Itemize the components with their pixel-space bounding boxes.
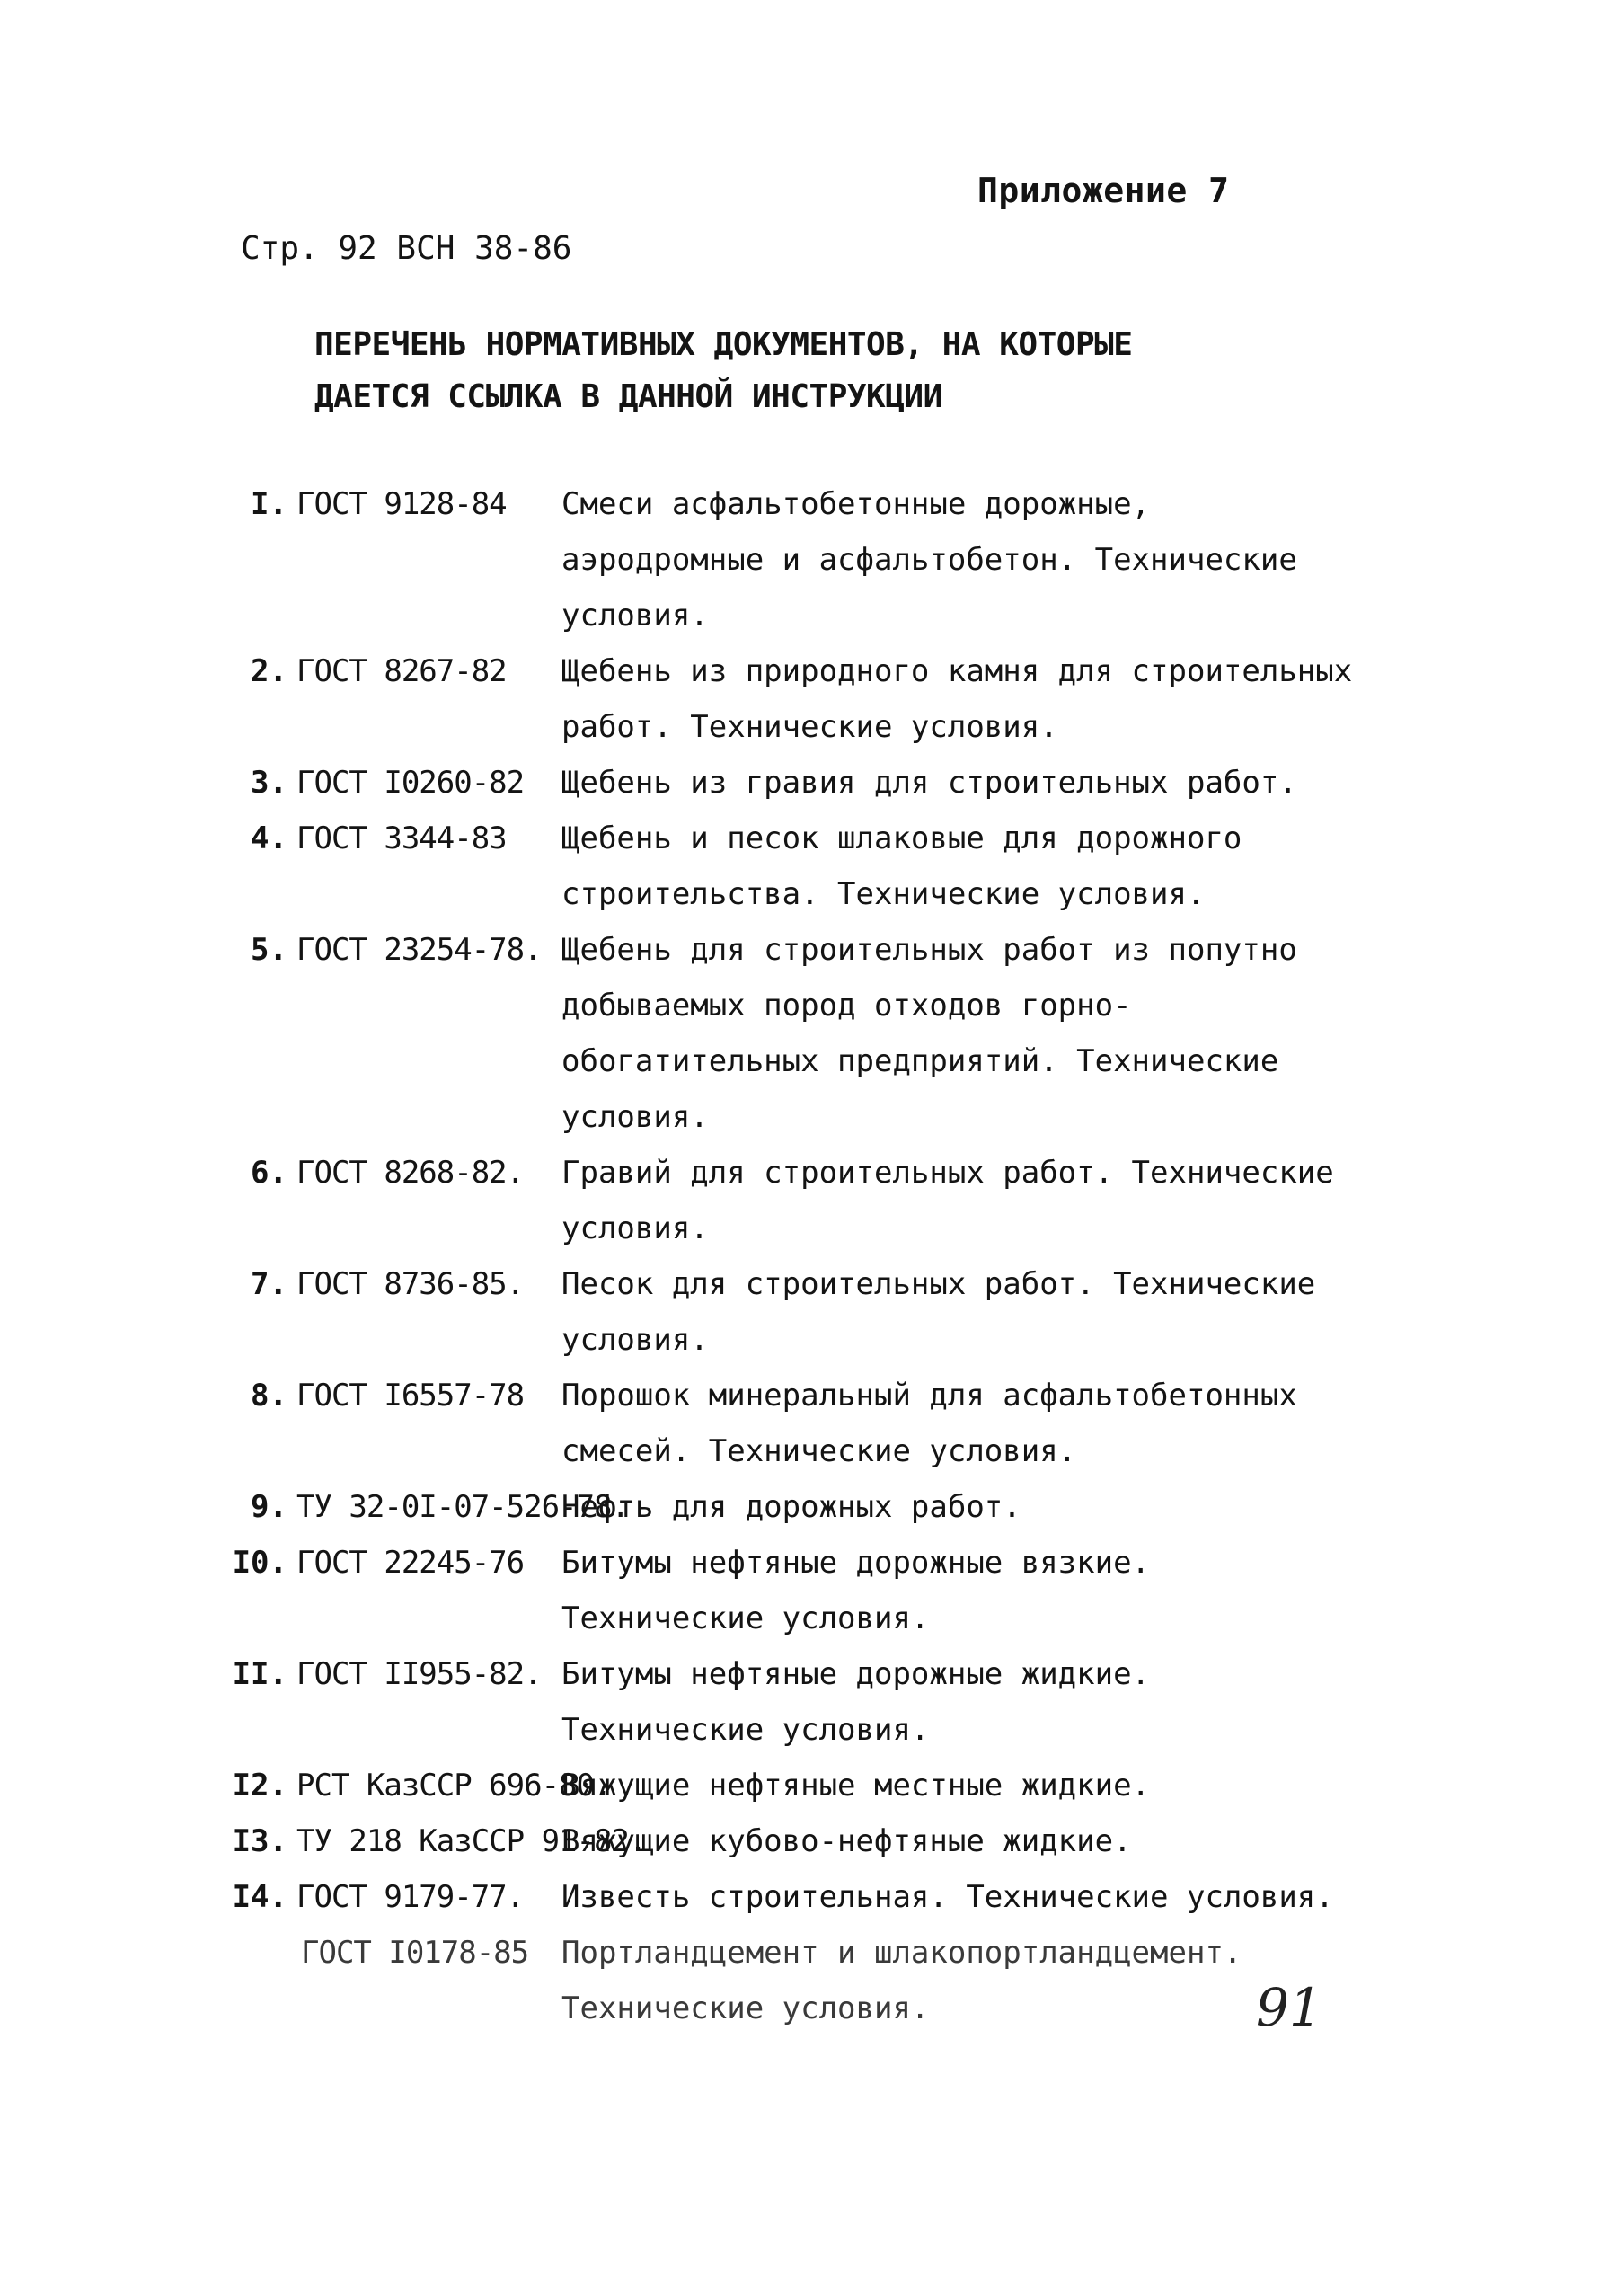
item-description: Порошок минеральный для асфальтобетонных смесей. Технические условия. [561,1378,1297,1469]
list-item [0,811,1600,922]
item-number: I. [251,486,287,522]
item-document: ГОСТ 9128-84 [296,486,507,522]
document-title [314,319,1132,423]
item-number: 6. [251,1155,287,1191]
item-description: Битумы нефтяные дорожные жидкие. Технические условия. [561,1656,1151,1748]
item-document: ГОСТ 23254-78. [296,932,542,968]
item-number: 8. [251,1378,287,1414]
list-item [0,1869,1600,1925]
list-item [0,1368,1600,1479]
item-description: Песок для строительных работ. Технические условия. [561,1266,1316,1358]
item-number: I4. [232,1879,287,1915]
list-item [0,1145,1600,1256]
item-document: ТУ 32-0I-07-526-78. [296,1489,629,1525]
item-number: I2. [232,1768,287,1804]
item-number: 9. [251,1489,287,1525]
list-item [0,1256,1600,1368]
item-number: 3. [251,765,287,801]
reference-list [0,476,1600,2036]
item-document: ГОСТ 9179-77. [296,1879,525,1915]
list-item [0,1813,1600,1869]
appendix-label: Приложение 7 [977,171,1230,210]
item-description: Щебень для строительных работ из попутно добываемых пород отходов горно-обогатительных предприятий. Технические условия. [561,932,1297,1135]
item-document: ГОСТ 8736-85. [296,1266,525,1302]
item-document: ГОСТ I0260-82 [296,765,525,801]
item-number: I3. [232,1823,287,1859]
item-number: 4. [251,820,287,856]
item-number: II. [232,1656,287,1692]
item-description: Щебень и песок шлаковые для дорожного строительства. Технические условия. [561,820,1242,912]
item-description: Битумы нефтяные дорожные вязкие. Технические условия. [561,1545,1151,1636]
item-description: Портландцемент и шлакопортландцемент. Технические условия. [561,1935,1242,2026]
item-description: Известь строительная. Технические условия. [561,1879,1334,1915]
item-document: ГОСТ 3344-83 [296,820,507,856]
item-document: ТУ 218 КазССР 91-82. [296,1823,647,1859]
item-number: 2. [251,653,287,689]
item-document: ГОСТ II955-82. [296,1656,542,1692]
title-line-1: ПЕРЕЧЕНЬ НОРМАТИВНЫХ ДОКУМЕНТОВ, НА КОТОРЫЕ [314,326,1133,363]
item-description: Щебень из гравия для строительных работ. [561,765,1297,801]
item-document: ГОСТ I6557-78 [296,1378,525,1414]
item-document: ГОСТ 8268-82. [296,1155,525,1191]
item-description: Смеси асфальтобетонные дорожные, аэродромные и асфальтобетон. Технические условия. [561,486,1297,634]
item-description: Нефть для дорожных работ. [561,1489,1021,1525]
list-item [0,1925,1600,2036]
list-item [0,922,1600,1145]
item-number: 5. [251,932,287,968]
list-item [0,1535,1600,1646]
item-document: ГОСТ 8267-82 [296,653,507,689]
item-description: Вяжущие нефтяные местные жидкие. [561,1768,1151,1804]
list-item [0,1646,1600,1758]
item-document: РСТ КазССР 696-80. [296,1768,612,1804]
item-document: ГОСТ 22245-76 [296,1545,525,1581]
page-reference: Стр. 92 ВСН 38-86 [241,230,572,267]
list-item [0,1479,1600,1535]
handwritten-page-number: 91 [1256,1977,1322,2038]
title-line-2: ДАЕТСЯ ССЫЛКА В ДАННОЙ ИНСТРУКЦИИ [314,378,942,415]
item-description: Гравий для строительных работ. Технические условия. [561,1155,1334,1246]
item-number: 7. [251,1266,287,1302]
item-description: Вяжущие кубово-нефтяные жидкие. [561,1823,1132,1859]
list-item [0,755,1600,811]
item-description: Щебень из природного камня для строительных работ. Технические условия. [561,653,1353,745]
item-document: ГОСТ I0178-85 [301,1935,529,1971]
item-number: I0. [232,1545,287,1581]
list-item [0,643,1600,755]
list-item [0,476,1600,643]
list-item [0,1758,1600,1813]
